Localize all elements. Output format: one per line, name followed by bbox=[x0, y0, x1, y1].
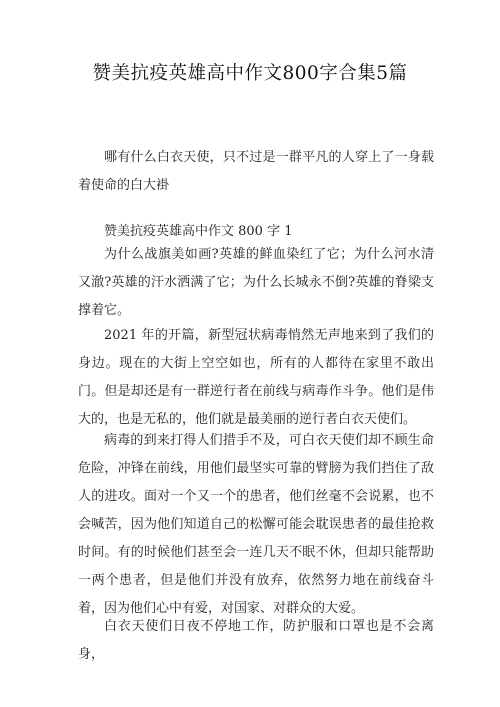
intro-paragraph: 哪有什么白衣天使，只不过是一群平凡的人穿上了一身载着使命的白大褂 bbox=[78, 150, 434, 193]
section-heading: 赞美抗疫英雄高中作文 800 字 1 bbox=[104, 224, 293, 239]
body-paragraph: 病毒的到来打得人们措手不及，可白衣天使们却不顾生命危险，冲锋在前线，用他们最坚实可靠的臂膀为我们挡住了敌人的进攻。面对一个又一个的患者，他们丝毫不会说累，也不会喊苦，因为他们知道自己的松懈可能会耽误患者的最佳抢救时间。有的时候他们甚至会一连几天不眠不休，但却只能帮助一两个患者，但是他们并没有放弃，依然努力地在前线奋斗着，因为他们心中有爱，对国家、对群众的大爱。 bbox=[78, 433, 434, 616]
document-title: 赞美抗疫英雄高中作文800字合集5篇 bbox=[92, 63, 408, 84]
body-paragraph: 白衣天使们日夜不停地工作，防护服和口罩也是不会离身， bbox=[78, 619, 434, 662]
body-paragraph: 为什么战旗美如画?英雄的鲜血染红了它；为什么河水清又澈?英雄的汗水洒满了它；为什么长城永不倒?英雄的脊梁支撑着它。 bbox=[78, 247, 434, 318]
body-paragraph: 2021 年的开篇，新型冠状病毒悄然无声地来到了我们的身边。现在的大街上空空如也，所有的人都待在家里不敢出门。但是却还是有一群逆行者在前线与病毒作斗争。他们是伟大的，也是无私的，他们就是最美丽的逆行者白衣天使们。 bbox=[78, 328, 434, 427]
